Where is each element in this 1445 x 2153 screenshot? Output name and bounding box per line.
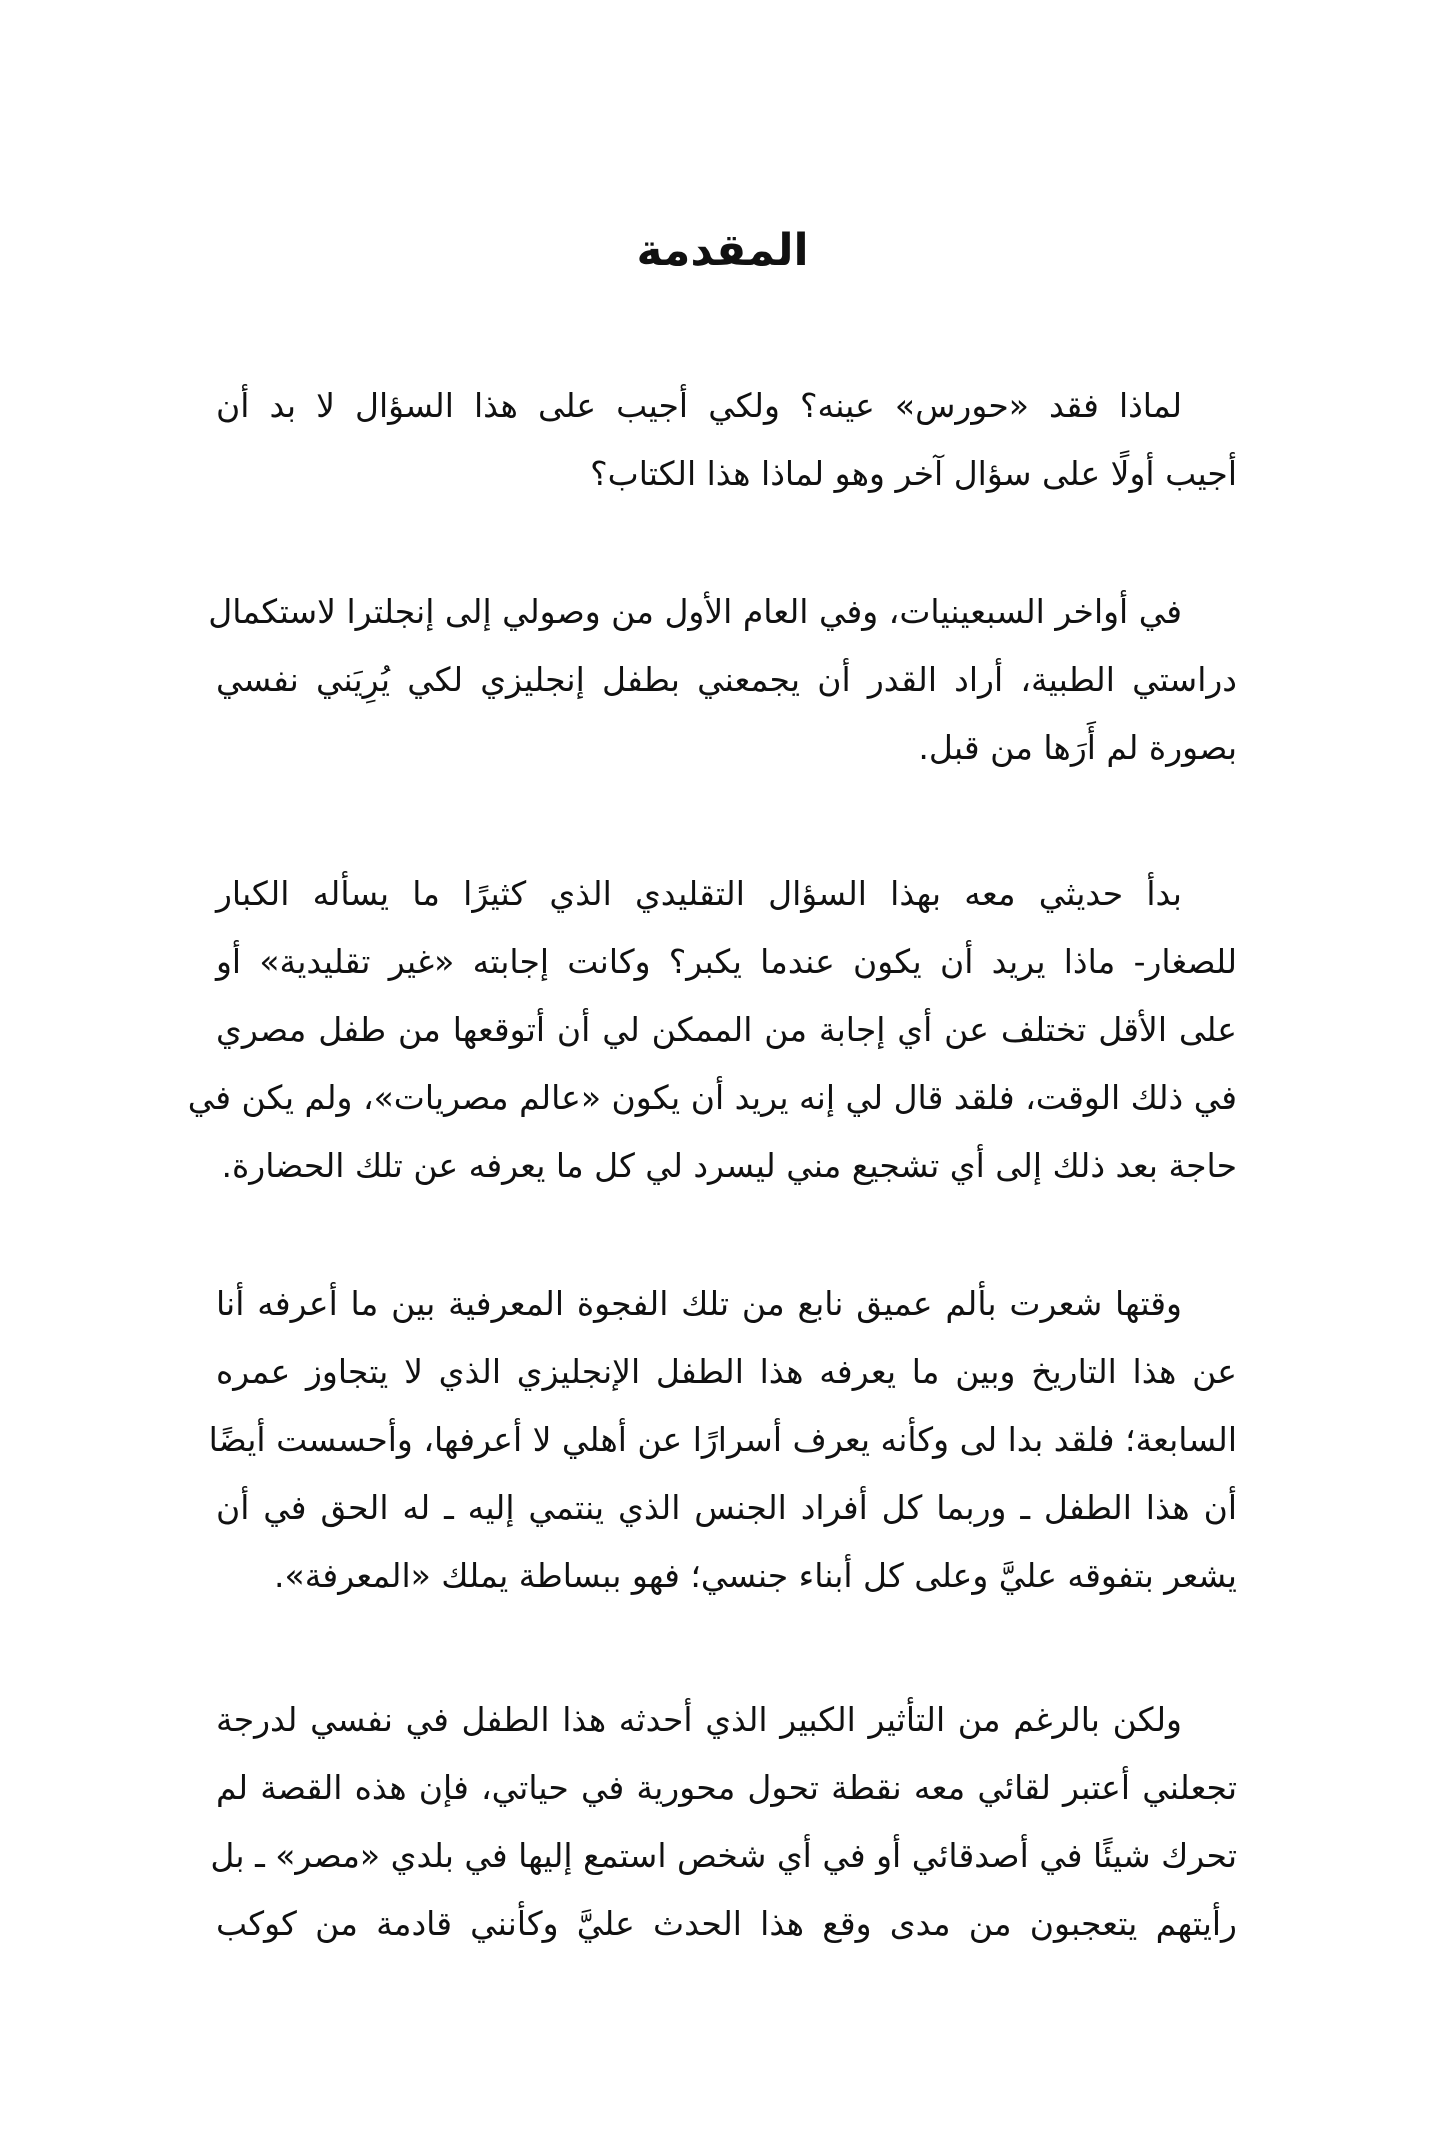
text-line: عن هذا التاريخ وبين ما يعرفه هذا الطفل الإنجليزي الذي لا يتجاوز عمره	[216, 1352, 1237, 1391]
text-line: بدأ حديثي معه بهذا السؤال التقليدي الذي كثيرًا ما يسأله الكبار	[216, 874, 1182, 913]
text-line: يشعر بتفوقه عليَّ وعلى كل أبناء جنسي؛ فهو ببساطة يملك «المعرفة».	[274, 1556, 1237, 1595]
text-line: أن هذا الطفل ـ وربما كل أفراد الجنس الذي ينتمي إليه ـ له الحق في أن	[216, 1488, 1237, 1527]
text-line: لماذا فقد «حورس» عينه؟ ولكي أجيب على هذا السؤال لا بد أن	[216, 386, 1182, 425]
text-line: رأيتهم يتعجبون من مدى وقع هذا الحدث عليَّ وكأنني قادمة من كوكب	[216, 1904, 1237, 1943]
paragraph-3	[187, 860, 1237, 1200]
text-line: تحرك شيئًا في أصدقائي أو في أي شخص استمع إليها في بلدي «مصر» ـ بل	[210, 1836, 1237, 1875]
text-line: دراستي الطبية، أراد القدر أن يجمعني بطفل إنجليزي لكي يُرِيَني نفسي	[216, 660, 1237, 699]
text-line: بصورة لم أَرَها من قبل.	[918, 728, 1237, 767]
paragraph-2	[208, 578, 1237, 782]
text-line: ولكن بالرغم من التأثير الكبير الذي أحدثه هذا الطفل في نفسي لدرجة	[216, 1700, 1182, 1739]
page-title: المقدمة	[636, 225, 809, 276]
text-line: وقتها شعرت بألم عميق نابع من تلك الفجوة المعرفية بين ما أعرفه أنا	[216, 1284, 1182, 1323]
text-line: السابعة؛ فلقد بدا لى وكأنه يعرف أسرارًا عن أهلي لا أعرفها، وأحسست أيضًا	[208, 1420, 1237, 1459]
paragraph-5	[210, 1686, 1237, 1958]
text-line: للصغار- ماذا يريد أن يكون عندما يكبر؟ وكانت إجابته «غير تقليدية» أو	[216, 942, 1237, 981]
text-line: في ذلك الوقت، فلقد قال لي إنه يريد أن يكون «عالم مصريات»، ولم يكن في	[187, 1078, 1237, 1117]
paragraph-4	[208, 1270, 1237, 1610]
text-line: تجعلني أعتبر لقائي معه نقطة تحول محورية في حياتي، فإن هذه القصة لم	[216, 1768, 1237, 1807]
text-line: في أواخر السبعينيات، وفي العام الأول من وصولي إلى إنجلترا لاستكمال	[208, 592, 1182, 631]
text-line: على الأقل تختلف عن أي إجابة من الممكن لي أن أتوقعها من طفل مصري	[216, 1010, 1237, 1049]
text-line: حاجة بعد ذلك إلى أي تشجيع مني ليسرد لي كل ما يعرفه عن تلك الحضارة.	[221, 1146, 1237, 1185]
text-line: أجيب أولًا على سؤال آخر وهو لماذا هذا الكتاب؟	[590, 454, 1237, 493]
paragraph-1	[216, 372, 1237, 508]
